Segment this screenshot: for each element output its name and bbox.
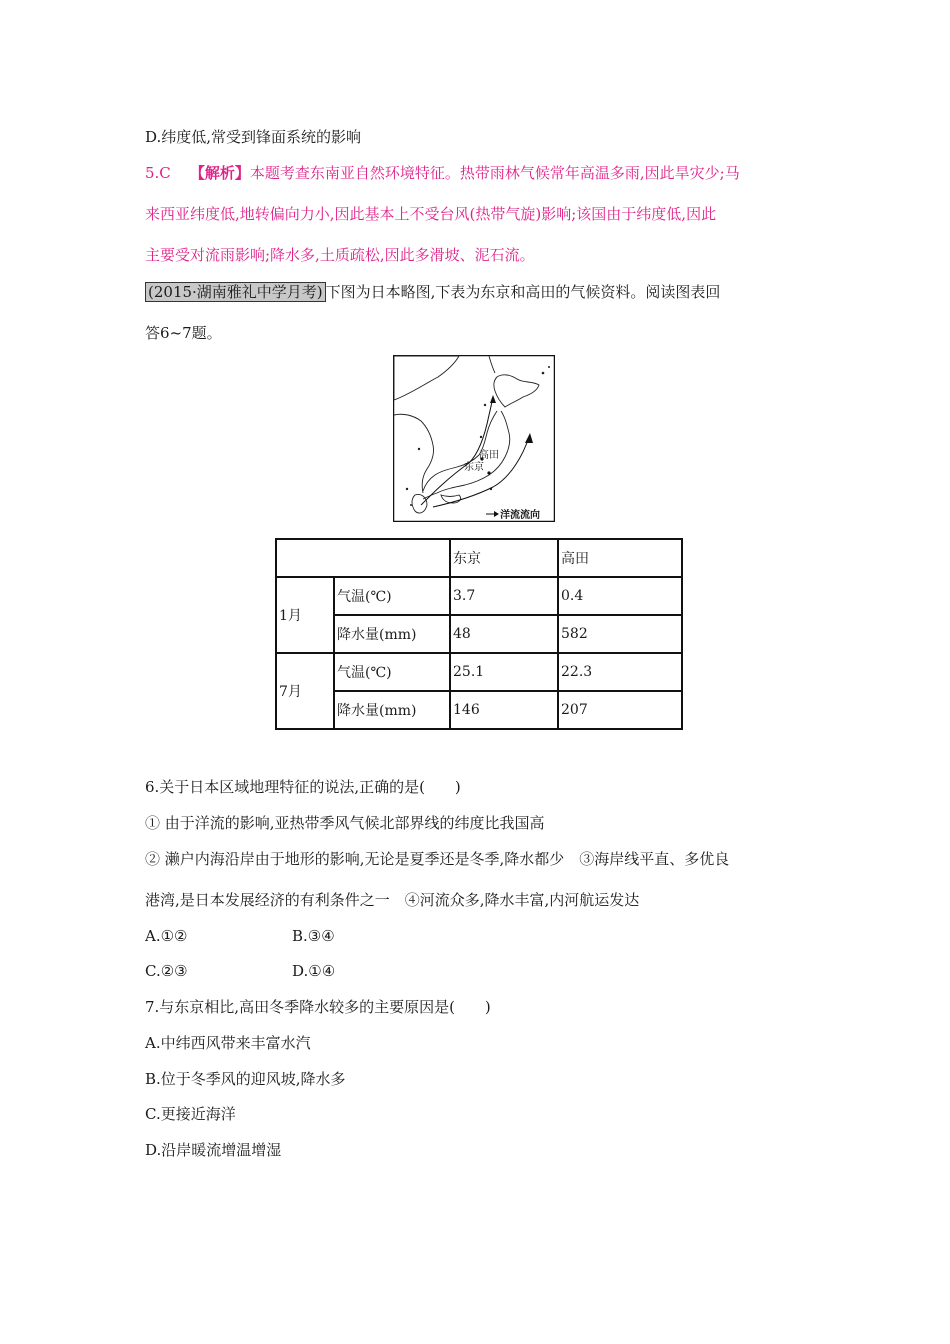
- answer-5-line1: [145, 163, 740, 183]
- q6-statement-1: ① 由于洋流的影响,亚热带季风气候北部界线的纬度比我国高: [145, 814, 545, 832]
- japan-map: [393, 355, 555, 522]
- q7-option-a[interactable]: A.中纬西风带来丰富水汽: [145, 1034, 311, 1052]
- intro-line1: [145, 282, 720, 302]
- analysis-label: 【解析】: [189, 164, 250, 182]
- q7-option-d[interactable]: D.沿岸暖流增温增湿: [145, 1141, 282, 1159]
- label-gaotian: 高田: [479, 450, 499, 461]
- precip-label: 降水量(mm): [334, 691, 450, 729]
- table-row: [276, 577, 682, 615]
- jul-temp-gaotian: 22.3: [558, 653, 682, 691]
- temp-label: 气温(℃): [334, 653, 450, 691]
- row-jul: 7月: [276, 653, 334, 729]
- q6-option-a[interactable]: A.①②: [145, 927, 188, 945]
- jul-precip-gaotian: 207: [558, 691, 682, 729]
- answer-5-line2: 来西亚纬度低,地转偏向力小,因此基本上不受台风(热带气旋)影响;该国由于纬度低,因此: [145, 205, 717, 223]
- answer-5-line3: 主要受对流雨影响;降水多,土质疏松,因此多滑坡、泥石流。: [145, 246, 535, 264]
- jan-temp-dongjing: 3.7: [450, 577, 558, 615]
- legend-current: 洋流流向: [500, 510, 540, 521]
- q7-option-c[interactable]: C.更接近海洋: [145, 1105, 236, 1123]
- jan-precip-gaotian: 582: [558, 615, 682, 653]
- prev-option-d: D.纬度低,常受到锋面系统的影响: [145, 128, 362, 146]
- q6-option-c[interactable]: C.②③: [145, 962, 188, 980]
- q7-stem: 7.与东京相比,高田冬季降水较多的主要原因是( ): [145, 998, 491, 1016]
- q6-option-b[interactable]: B.③④: [292, 927, 335, 945]
- source-tag: (2015·湖南雅礼中学月考): [145, 282, 326, 302]
- q6-statement-2: ② 濑户内海沿岸由于地形的影响,无论是夏季还是冬季,降水都少 ③海岸线平直、多优良: [145, 850, 730, 868]
- q7-option-b[interactable]: B.位于冬季风的迎风坡,降水多: [145, 1070, 346, 1088]
- analysis-text-1: 本题考查东南亚自然环境特征。热带雨林气候常年高温多雨,因此旱灾少;马: [249, 164, 740, 182]
- table-row: [276, 653, 682, 691]
- climate-table: [275, 538, 683, 730]
- q6-stem: 6.关于日本区域地理特征的说法,正确的是( ): [145, 778, 461, 796]
- jan-temp-gaotian: 0.4: [558, 577, 682, 615]
- intro-text: 下图为日本略图,下表为东京和高田的气候资料。阅读图表回: [325, 283, 721, 301]
- jul-precip-dongjing: 146: [450, 691, 558, 729]
- table-row: [276, 691, 682, 729]
- table-row: [276, 615, 682, 653]
- row-jan: 1月: [276, 577, 334, 653]
- q6-statement-3: 港湾,是日本发展经济的有利条件之一 ④河流众多,降水丰富,内河航运发达: [145, 891, 640, 909]
- label-dongjing: 东京: [464, 462, 484, 473]
- col-gaotian: 高田: [558, 539, 682, 577]
- precip-label: 降水量(mm): [334, 615, 450, 653]
- table-corner: [276, 539, 450, 577]
- col-dongjing: 东京: [450, 539, 558, 577]
- temp-label: 气温(℃): [334, 577, 450, 615]
- table-header-row: [276, 539, 682, 577]
- intro-line2: 答6~7题。: [145, 324, 222, 342]
- q6-option-d[interactable]: D.①④: [292, 962, 336, 980]
- jul-temp-dongjing: 25.1: [450, 653, 558, 691]
- answer-number: 5.C: [145, 164, 171, 182]
- jan-precip-dongjing: 48: [450, 615, 558, 653]
